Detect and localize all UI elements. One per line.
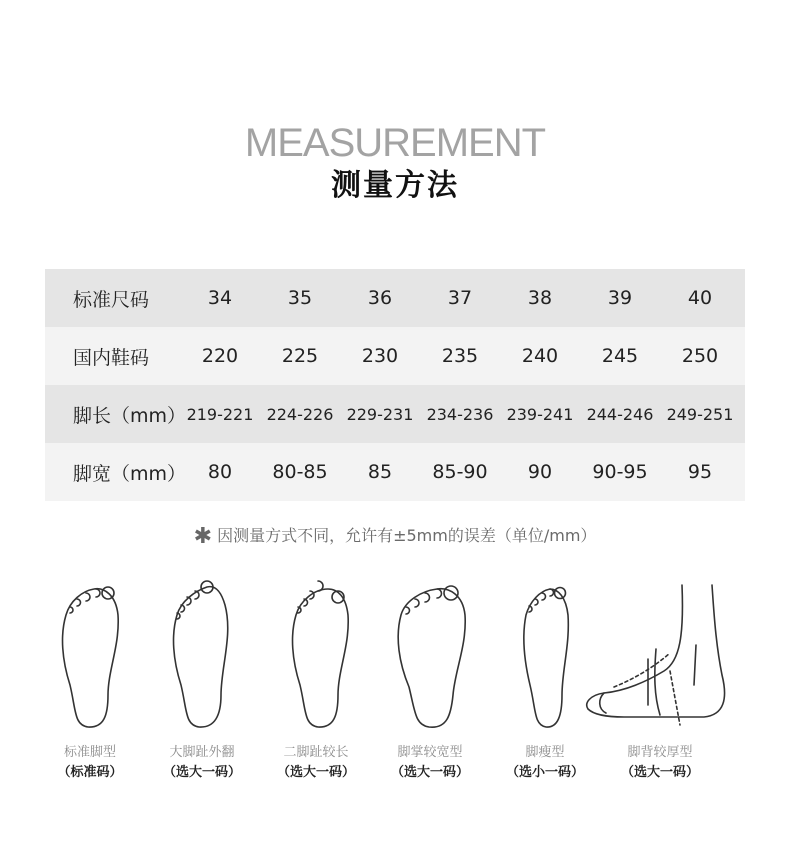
- tolerance-note-text: 因测量方式不同，允许有±5mm的误差（单位/mm）: [217, 526, 597, 545]
- foot-tip-wide: （选大一码）: [390, 765, 469, 780]
- table-cell: 225: [281, 345, 319, 367]
- foot-name-standard: 标准脚型: [63, 745, 116, 760]
- row-label: 国内鞋码: [73, 346, 150, 369]
- table-cell: 240: [521, 345, 559, 367]
- table-cell: 224-226: [266, 404, 334, 424]
- foot-name-bunion: 大脚趾外翻: [169, 745, 235, 760]
- table-cell: 250: [681, 345, 719, 367]
- foot-tip-standard: （标准码）: [57, 765, 123, 780]
- table-cell: 85: [367, 461, 393, 483]
- table-cell: 40: [687, 287, 713, 309]
- table-cell: 219-221: [186, 404, 254, 424]
- table-cell: 95: [687, 461, 713, 483]
- table-cell: 249-251: [666, 404, 734, 424]
- table-cell: 36: [367, 287, 393, 309]
- foot-name-long-toe: 二脚趾较长: [283, 745, 349, 760]
- table-cell: 235: [441, 345, 479, 367]
- table-cell: 85-90: [432, 461, 488, 483]
- table-cell: 220: [201, 345, 239, 367]
- table-cell: 39: [607, 287, 633, 309]
- table-cell: 90-95: [592, 461, 648, 483]
- foot-name-high-instep: 脚背较厚型: [627, 745, 693, 760]
- foot-tip-high-instep: （选大一码）: [620, 765, 699, 780]
- title-chinese: 测量方法: [331, 168, 459, 203]
- tolerance-note: [0, 522, 790, 551]
- size-table: [45, 269, 745, 501]
- table-cell: 234-236: [426, 404, 494, 424]
- row-label: 脚长（mm）: [73, 404, 187, 427]
- table-row-foot-length: [45, 385, 745, 443]
- asterisk-icon: ✱: [193, 524, 212, 549]
- table-cell: 244-246: [586, 404, 654, 424]
- table-row-standard-size: [45, 269, 745, 327]
- foot-high-instep-icon: [584, 575, 744, 735]
- foot-standard-icon: [52, 575, 162, 735]
- table-cell: 37: [447, 287, 473, 309]
- foot-wide-icon: [393, 575, 503, 735]
- foot-name-thin: 脚瘦型: [525, 745, 565, 760]
- foot-tip-long-toe: （选大一码）: [276, 765, 355, 780]
- table-cell: 239-241: [506, 404, 574, 424]
- row-label: 脚宽（mm）: [73, 462, 187, 485]
- foot-tip-thin: （选小一码）: [505, 765, 584, 780]
- table-cell: 230: [361, 345, 399, 367]
- row-label: 标准尺码: [73, 288, 150, 311]
- table-row-domestic-size: [45, 327, 745, 385]
- table-row-foot-width: [45, 443, 745, 501]
- foot-tip-bunion: （选大一码）: [162, 765, 241, 780]
- table-cell: 35: [287, 287, 313, 309]
- table-cell: 90: [527, 461, 553, 483]
- table-cell: 229-231: [346, 404, 414, 424]
- foot-long-toe-icon: [282, 575, 392, 735]
- table-cell: 245: [601, 345, 639, 367]
- title-english: MEASUREMENT: [244, 121, 546, 165]
- table-cell: 38: [527, 287, 553, 309]
- foot-bunion-icon: [163, 575, 273, 735]
- table-cell: 80-85: [272, 461, 328, 483]
- table-cell: 34: [207, 287, 233, 309]
- foot-name-wide: 脚掌较宽型: [397, 745, 463, 760]
- table-cell: 80: [207, 461, 233, 483]
